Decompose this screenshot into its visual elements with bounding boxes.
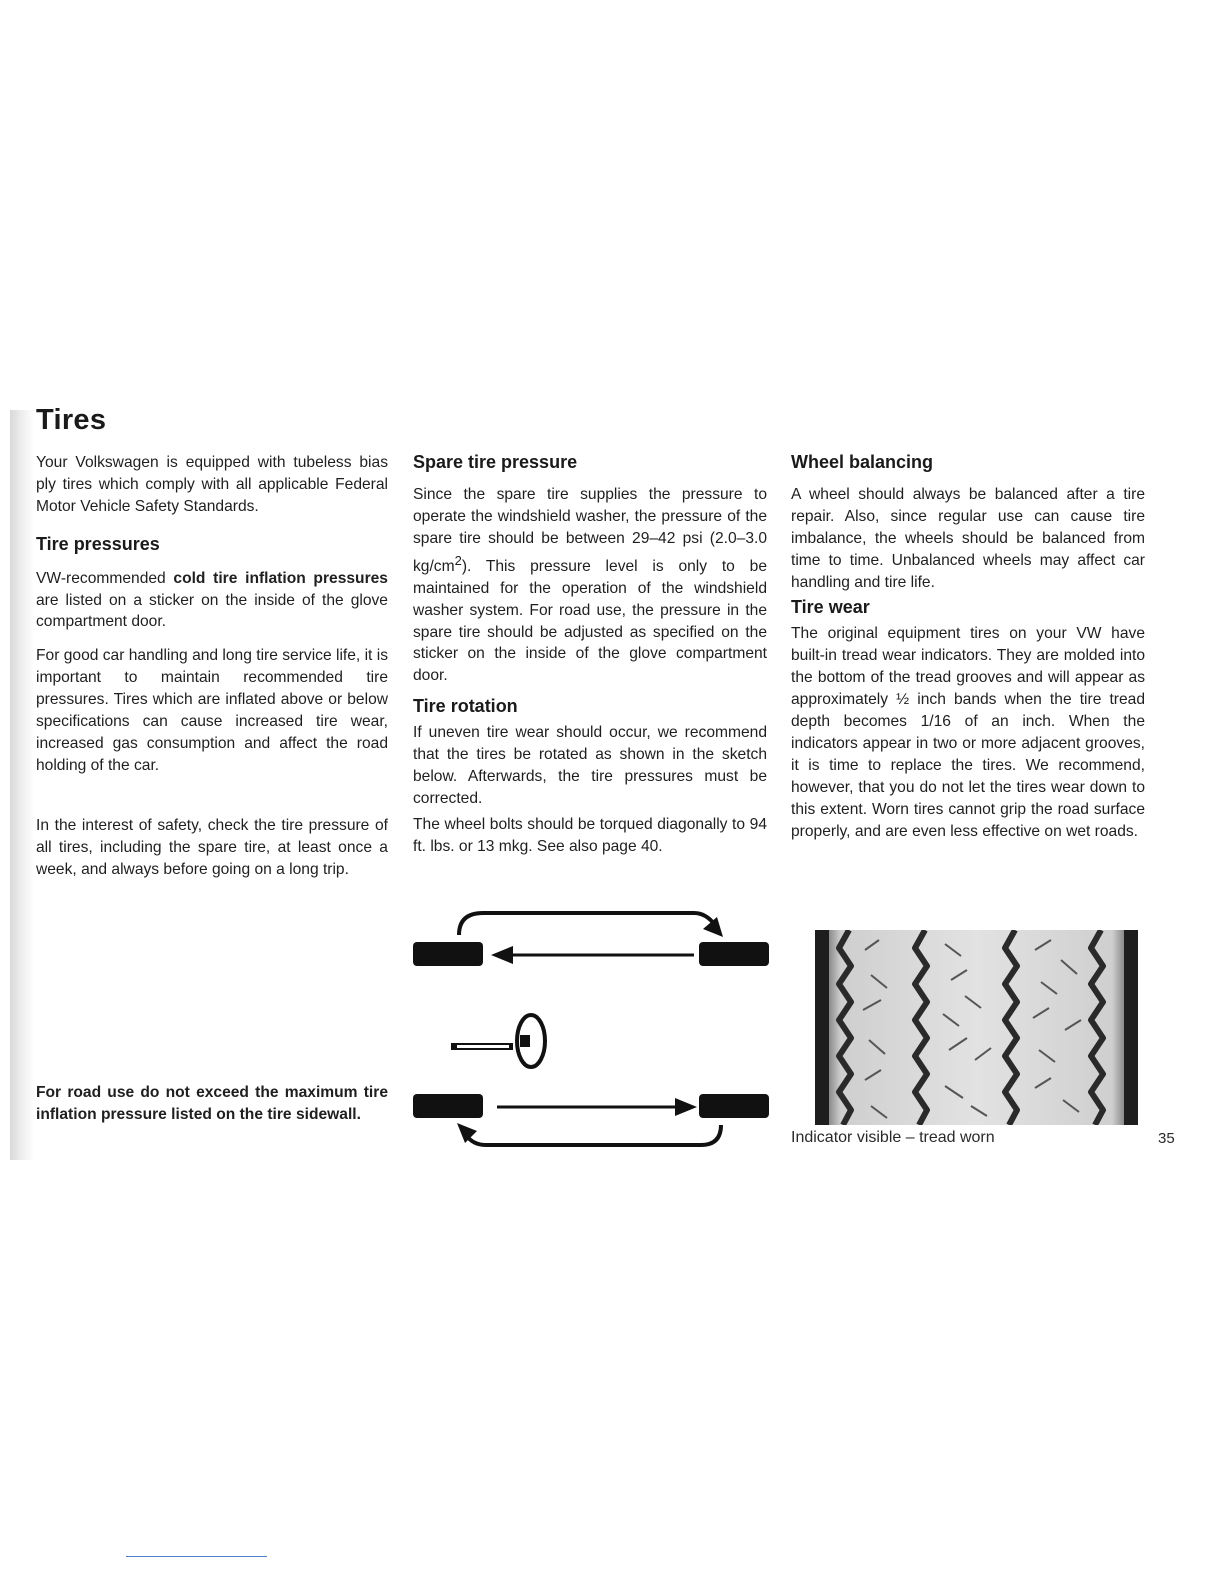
tire-rear-left [413, 1094, 483, 1118]
column-left [36, 452, 388, 1123]
wheel-balancing-paragraph: A wheel should always be balanced after a tire repair. Also, since regular use can cause tire imbalance, the wheels should be balanced from time to time. Unbalanced wheels may affect car handling and tire life. [791, 485, 1145, 591]
tire-front-right [699, 942, 769, 966]
worn-tread-photo [815, 930, 1138, 1125]
wear-half-fraction: ½ [896, 691, 910, 709]
tire-rotation-diagram [411, 895, 771, 1155]
handling-paragraph: For good car handling and long tire service life, it is important to maintain recommended tire pressures. Tires which are inflated above or below specifications can cause increased tire wear, increased gas consumption and affect the road holding of the car. [36, 647, 388, 774]
tread-left-shoulder [815, 930, 829, 1125]
page-title: Tires [36, 404, 107, 436]
max-pressure-warning: For road use do not exceed the maximum tire inflation pressure listed on the tire sidewall. [36, 1084, 388, 1123]
tire-front-left [413, 942, 483, 966]
heading-spare-tire-pressure: Spare tire pressure [413, 452, 578, 472]
heading-tire-pressures: Tire pressures [36, 533, 160, 554]
recommended-pressures-paragraph [36, 568, 388, 634]
tread-photo-caption: Indicator visible – tread worn [791, 1129, 995, 1146]
tire-rear-right [699, 1094, 769, 1118]
bottom-curved-arrow-line [466, 1125, 721, 1145]
wear-text-b: inch bands when the tire tread depth becomes [791, 691, 1146, 730]
binding-edge-shadow [10, 410, 34, 1160]
spare-tire-paragraph [413, 484, 767, 687]
page-number: 35 [1158, 1130, 1175, 1147]
rotation-paragraph: If uneven tire wear should occur, we recommend that the tires be rotated as shown in the sketch below. Afterwards, the tire pressures must be corrected. [413, 724, 767, 807]
tread-right-shoulder [1124, 930, 1138, 1125]
wear-text-a: The original equipment tires on your VW have built-in tread wear indicators. They are molded into the bottom of the tread grooves and will appear as approximately [791, 625, 1145, 709]
wear-sixteenth-fraction: 1/16 [920, 712, 951, 730]
column-right [791, 452, 1145, 846]
top-straight-arrowhead [491, 946, 513, 964]
spare-text-b: ). This pressure level is only to be maintained for the operation of the windshield washer system. For road use, the pressure in the spare tire should be adjusted as specified on the sticker on the inside of the glove compartment door. [413, 557, 767, 685]
rec-bold-term: cold tire inflation pressures [173, 569, 388, 587]
column-middle [413, 452, 767, 858]
spare-wheel-hub [520, 1035, 530, 1047]
tread-background [815, 930, 1138, 1125]
heading-tire-wear: Tire wear [791, 597, 870, 618]
wheel-bolts-paragraph: The wheel bolts should be torqued diagonally to 94 ft. lbs. or 13 mkg. See also page 40. [413, 815, 767, 855]
footer-link-underline [126, 1556, 267, 1557]
safety-paragraph: In the interest of safety, check the tire pressure of all tires, including the spare tire, at least once a week, and always before going on a long trip. [36, 816, 388, 878]
bottom-straight-arrowhead [675, 1098, 697, 1116]
rec-suffix: are listed on a sticker on the inside of the glove compartment door. [36, 591, 388, 631]
intro-paragraph: Your Volkswagen is equipped with tubeless bias ply tires which comply with all applicable Federal Motor Vehicle Safety Standards. [36, 454, 388, 515]
spare-superscript: 2 [454, 552, 462, 568]
spare-tire-bar-highlight [457, 1045, 509, 1048]
wear-text-c: of an inch. When the indicators appear in two or more adjacent grooves, it is time to replace the tires. We recommend, however, that you do not let the tires wear down to this extent. Worn tires cannot grip the road surface properly, and are even less effective on wet roads. [791, 712, 1145, 840]
top-curved-arrow-line [459, 913, 715, 935]
heading-tire-rotation: Tire rotation [413, 696, 518, 717]
tire-wear-paragraph [791, 623, 1145, 842]
spare-text-a: Since the spare tire supplies the pressure to operate the windshield washer, the pressure of the spare tire should be between 29–42 psi (2.0–3.0 kg/cm [413, 485, 767, 575]
rec-prefix: VW-recommended [36, 569, 174, 587]
heading-wheel-balancing: Wheel balancing [791, 452, 934, 472]
